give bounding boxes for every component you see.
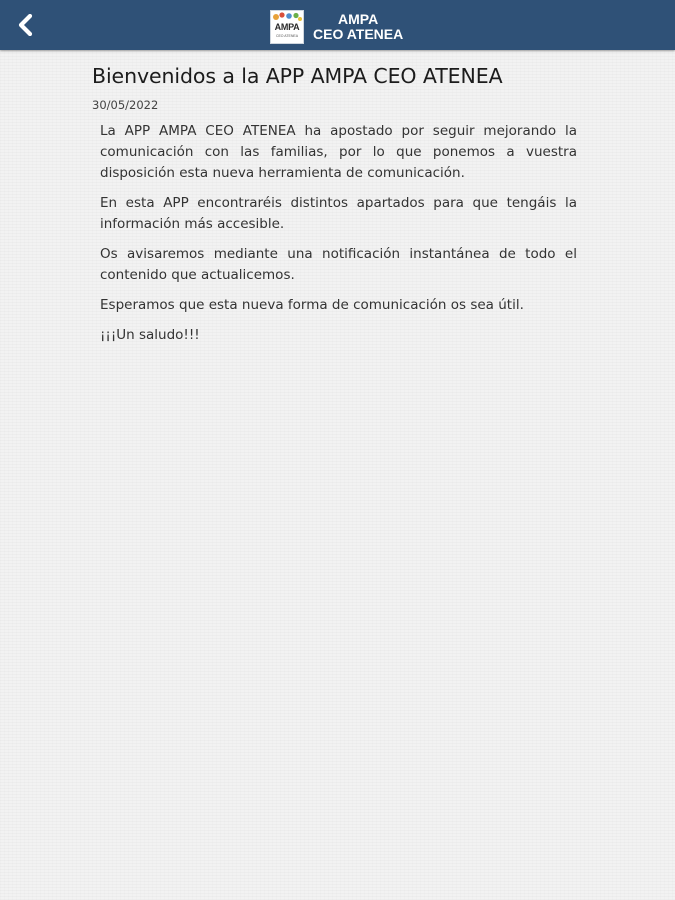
article-body: [92, 121, 580, 346]
ampa-logo: [270, 10, 304, 44]
app-header: [0, 0, 675, 50]
app-title-line-2: CEO ATENEA: [313, 26, 404, 42]
article-date: 30/05/2022: [92, 98, 159, 112]
article: [92, 62, 580, 355]
logo-text: AMPA: [274, 22, 300, 32]
chevron-left-icon: [17, 14, 35, 36]
article-paragraph: En esta APP encontraréis distintos apartados para que tengáis la información más accesible.: [100, 195, 577, 232]
back-button[interactable]: [6, 5, 46, 45]
article-paragraph: Esperamos que esta nueva forma de comunicación os sea útil.: [100, 297, 524, 313]
article-title: Bienvenidos a la APP AMPA CEO ATENEA: [92, 64, 503, 88]
logo-subtext: CEO ATENEA: [275, 34, 299, 38]
article-paragraph: La APP AMPA CEO ATENEA ha apostado por seguir mejorando la comunicación con las familias, por lo que ponemos a vuestra disposición esta nueva herramienta de comunicación.: [100, 123, 577, 181]
app-title: [313, 12, 403, 42]
article-paragraph: Os avisaremos mediante una notificación instantánea de todo el contenido que actualicemos.: [100, 246, 577, 283]
app-title-line-1: AMPA: [338, 11, 379, 27]
app-brand: [270, 9, 403, 45]
article-paragraph: ¡¡¡Un saludo!!!: [100, 327, 200, 343]
